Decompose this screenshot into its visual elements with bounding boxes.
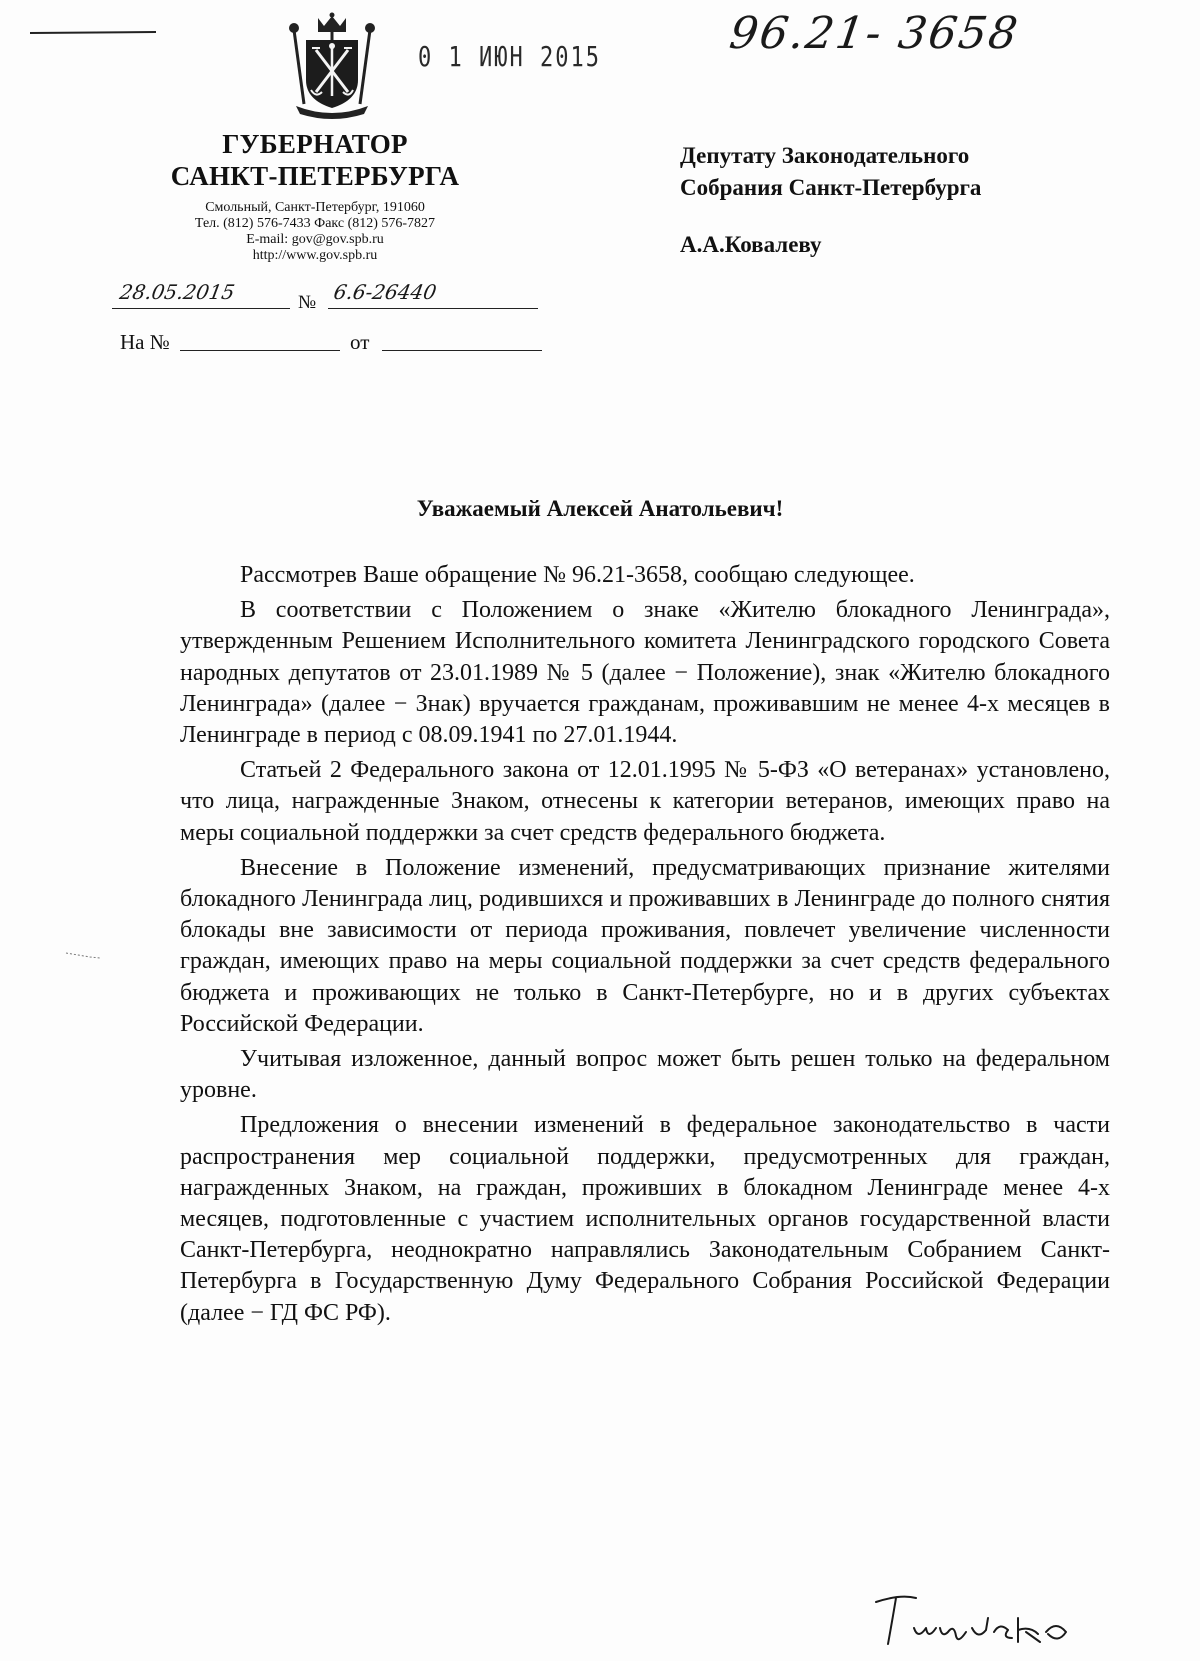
sender-address: Смольный, Санкт-Петербург, 191060: [205, 200, 425, 215]
reference-number-line: [180, 350, 340, 351]
salutation: Уважаемый Алексей Анатольевич!: [416, 496, 784, 521]
outgoing-reference: [112, 280, 542, 316]
coat-of-arms-emblem: [280, 12, 385, 122]
outgoing-date-line: [112, 308, 290, 309]
sender-phone-fax: Тел. (812) 576-7433 Факс (812) 576-7827: [194, 216, 436, 231]
sender-title-line1: ГУБЕРНАТОР: [222, 129, 408, 159]
receipt-stamp-date: 0 1 ИЮН 2015: [418, 42, 601, 74]
body-paragraph: Предложения о внесении изменений в федеральное законодательство в части распространения мер социальной поддержки, предусмотренных для граждан, награжденных Знаком, на граждан, проживших в блокадном Ленинграде менее 4-х месяцев, подготовленные с участием исполнительных органов государственной власти Санкт-Петербурга, неоднократно направлялись Законодательным Собранием Санкт-Петербурга в Государственную Думу Федерального Собрания Российской Федерации (далее − ГД ФС РФ).: [180, 1112, 1110, 1326]
reference-from-label: от: [350, 330, 370, 354]
letter-body: [180, 560, 1110, 1333]
outgoing-date: 28.05.2015: [117, 280, 237, 304]
addressee-name: А.А.Ковалеву: [680, 232, 822, 257]
addressee-line2: Собрания Санкт-Петербурга: [680, 175, 982, 200]
body-paragraph: В соответствии с Положением о знаке «Жителю блокадного Ленинграда», утвержденным Решением Исполнительного комитета Ленинградского городского Совета народных депутатов от 23.01.1989 № 5 (далее − Положение), знак «Жителю блокадного Ленинграда» (далее − Знак) вручается гражданам, проживавшим не менее 4-х месяцев в Ленинграде в период с 08.09.1941 по 27.01.1944.: [180, 597, 1110, 749]
addressee-line1: Депутату Законодательного: [680, 143, 970, 168]
scan-speck-mark: [64, 948, 104, 960]
reference-date-line: [382, 350, 542, 351]
body-paragraph: Внесение в Положение изменений, предусматривающих признание жителями блокадного Ленинграда лиц, родившихся и проживавших в Ленинграде до полного снятия блокады вне зависимости от периода проживания, повлечет увеличение численности граждан, имеющих право на меры социальной поддержки за счет средств федерального бюджета и проживающих не только в Санкт-Петербурге, но и в других субъектах Российской Федерации.: [180, 854, 1110, 1037]
body-paragraph: Рассмотрев Ваше обращение № 96.21-3658, сообщаю следующее.: [240, 562, 915, 588]
outgoing-number-label: №: [298, 292, 317, 313]
sender-website: http://www.gov.spb.ru: [252, 248, 378, 263]
handwritten-registration-number: 96.21- 3658: [726, 8, 1023, 59]
sender-email: E-mail: gov@gov.spb.ru: [246, 232, 384, 247]
body-paragraph: Учитывая изложенное, данный вопрос может быть решен только на федеральном уровне.: [180, 1046, 1110, 1104]
handwritten-note: [870, 1588, 1090, 1648]
body-paragraph: Статьей 2 Федерального закона от 12.01.1995 № 5-ФЗ «О ветеранах» установлено, что лица, награжденные Знаком, отнесены к категории ветеранов, имеющих право на меры социальной поддержки за счет средств федерального бюджета.: [180, 757, 1110, 846]
reference-number-label: На №: [120, 330, 170, 354]
incoming-reference: [112, 328, 552, 358]
sender-title-line2: САНКТ-ПЕТЕРБУРГА: [170, 161, 460, 191]
outgoing-number: 6.6-26440: [331, 280, 439, 304]
corner-pen-mark: [28, 30, 158, 34]
addressee-block: [680, 140, 1120, 261]
outgoing-number-line: [328, 308, 538, 309]
sender-letterhead: [150, 128, 480, 264]
